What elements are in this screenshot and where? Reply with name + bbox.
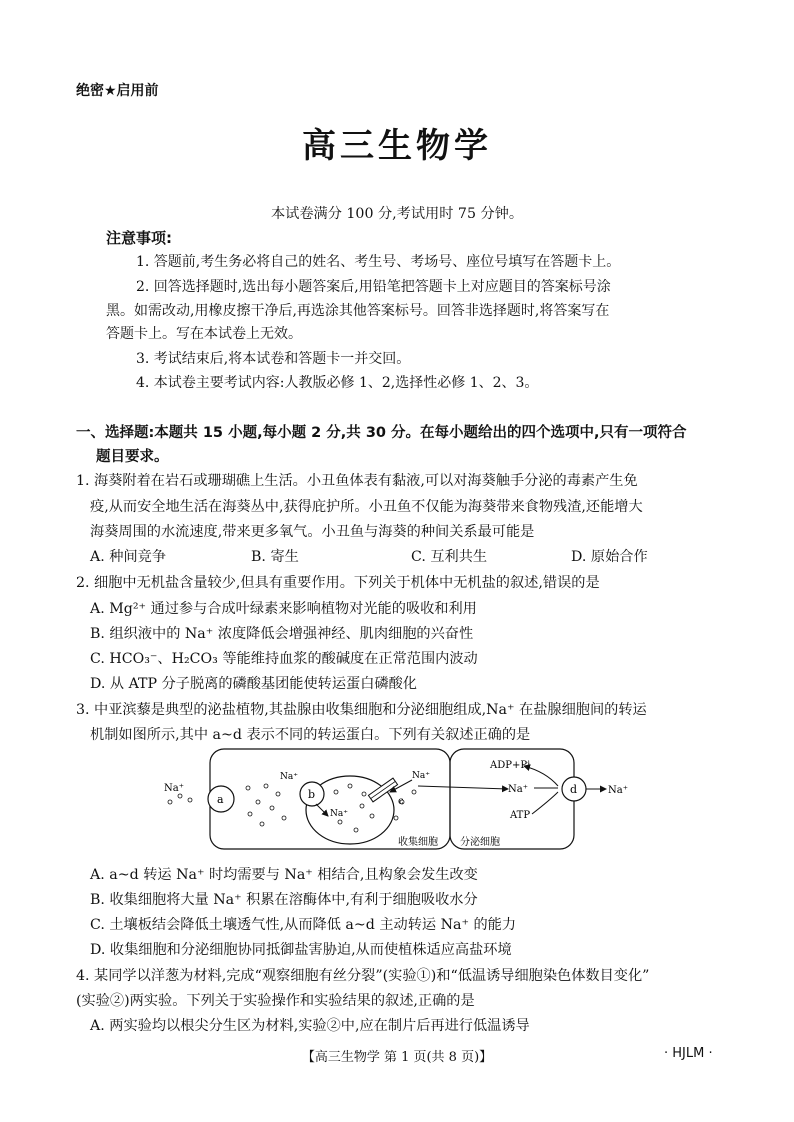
note-line-5: 3. 考试结束后,将本试卷和答题卡一并交回。 bbox=[136, 351, 411, 367]
q2-option-d: D. 从 ATP 分子脱离的磷酸基团能使转运蛋白磷酸化 bbox=[90, 676, 417, 692]
page-footer: 【高三生物学 第 1 页(共 8 页)】 bbox=[301, 1050, 493, 1065]
arrow-b-inward bbox=[316, 804, 328, 816]
outside-na-dots bbox=[168, 794, 192, 804]
cytoplasm-na-dots bbox=[246, 784, 416, 826]
q3-option-d: D. 收集细胞和分泌细胞协同抵御盐害胁迫,从而使植株适应高盐环境 bbox=[90, 942, 512, 958]
na-label-middle: Na⁺ bbox=[508, 784, 528, 795]
note-line-2: 2. 回答选择题时,选出每小题答案后,用铅笔把答题卡上对应题目的答案标号涂 bbox=[136, 279, 611, 295]
q4-option-a: A. 两实验均以根尖分生区为材料,实验②中,应在制片后再进行低温诱导 bbox=[90, 1018, 530, 1034]
q3-option-c: C. 土壤板结会降低土壤透气性,从而降低 a~d 主动转运 Na⁺ 的能力 bbox=[90, 917, 517, 933]
q4-line-1: 4. 某同学以洋葱为材料,完成“观察细胞有丝分裂”(实验①)和“低温诱导细胞染色体数目变化” bbox=[76, 968, 650, 984]
atp-arrow bbox=[532, 792, 558, 814]
q1-line-1: 1. 海葵附着在岩石或珊瑚礁上生活。小丑鱼体表有黏液,可以对海葵触手分泌的毒素产生免 bbox=[76, 473, 638, 489]
score-info: 本试卷满分 100 分,考试用时 75 分钟。 bbox=[270, 206, 524, 222]
lysosome-na-dots bbox=[334, 784, 374, 832]
q3-option-a: A. a~d 转运 Na⁺ 时均需要与 Na⁺ 相结合,且构象会发生改变 bbox=[90, 867, 478, 883]
na-label-c: Na⁺ bbox=[412, 771, 430, 781]
section-heading-line-1: 一、选择题:本题共 15 小题,每小题 2 分,共 30 分。在每小题给出的四个选项中,只有一项符合 bbox=[76, 425, 687, 441]
collect-cell-outline bbox=[210, 749, 450, 849]
arrow-to-secrete-cell bbox=[418, 786, 508, 789]
q2-option-b: B. 组织液中的 Na⁺ 浓度降低会增强神经、肌肉细胞的兴奋性 bbox=[90, 626, 474, 642]
q1-option-b: B. 寄生 bbox=[251, 549, 299, 565]
q2-option-a: A. Mg²⁺ 通过参与合成叶绿素来影响植物对光能的吸收和利用 bbox=[90, 601, 477, 617]
note-line-4: 答题卡上。写在本试卷上无效。 bbox=[106, 326, 302, 342]
secrete-cell-label: 分泌细胞 bbox=[460, 837, 500, 848]
protein-a-label: a bbox=[217, 793, 224, 806]
adp-label: ADP+Pi bbox=[490, 760, 531, 771]
protein-d-label: d bbox=[570, 783, 578, 796]
note-line-3: 黑。如需改动,用橡皮擦干净后,再选涂其他答案标号。回答非选择题时,将答案写在 bbox=[106, 303, 610, 319]
notes-heading: 注意事项: bbox=[106, 229, 172, 247]
collect-cell-label: 收集细胞 bbox=[398, 837, 438, 848]
na-transport-diagram bbox=[150, 746, 630, 852]
protein-b-label: b bbox=[308, 788, 316, 801]
protein-c-label: c bbox=[398, 796, 404, 807]
q1-line-2: 疫,从而安全地生活在海葵丛中,获得庇护所。小丑鱼不仅能为海葵带来食物残渣,还能增大 bbox=[90, 499, 643, 515]
q3-line-1: 3. 中亚滨藜是典型的泌盐植物,其盐腺由收集细胞和分泌细胞组成,Na⁺ 在盐腺细胞间的转运 bbox=[76, 702, 647, 718]
q2-option-c: C. HCO₃⁻、H₂CO₃ 等能维持血浆的酸碱度在正常范围内波动 bbox=[90, 651, 478, 667]
atp-label: ATP bbox=[510, 810, 531, 821]
na-label-b-inner: Na⁺ bbox=[330, 809, 348, 819]
secret-label: 绝密★启用前 bbox=[76, 83, 159, 99]
footer-code: · HJLM · bbox=[664, 1046, 713, 1061]
q3-option-b: B. 收集细胞将大量 Na⁺ 积累在溶酶体中,有利于细胞吸收水分 bbox=[90, 892, 478, 908]
q3-line-2: 机制如图所示,其中 a~d 表示不同的转运蛋白。下列有关叙述正确的是 bbox=[90, 727, 531, 743]
note-line-6: 4. 本试卷主要考试内容:人教版必修 1、2,选择性必修 1、2、3。 bbox=[136, 375, 539, 391]
na-outside-label: Na⁺ bbox=[164, 783, 184, 794]
page-title: 高三生物学 bbox=[302, 126, 492, 166]
q1-option-c: C. 互利共生 bbox=[411, 549, 488, 565]
note-line-1: 1. 答题前,考生务必将自己的姓名、考生号、考场号、座位号填写在答题卡上。 bbox=[136, 254, 621, 270]
na-label-right: Na⁺ bbox=[608, 785, 628, 796]
na-label-b-top: Na⁺ bbox=[280, 772, 298, 782]
q4-line-2: (实验②)两实验。下列关于实验操作和实验结果的叙述,正确的是 bbox=[76, 993, 475, 1009]
q2-stem: 2. 细胞中无机盐含量较少,但具有重要作用。下列关于机体中无机盐的叙述,错误的是 bbox=[76, 575, 600, 591]
q1-option-a: A. 种间竞争 bbox=[90, 549, 167, 565]
section-heading-line-2: 题目要求。 bbox=[96, 449, 169, 465]
q1-line-3: 海葵周围的水流速度,带来更多氧气。小丑鱼与海葵的种间关系最可能是 bbox=[90, 524, 535, 540]
q1-option-d: D. 原始合作 bbox=[571, 549, 648, 565]
